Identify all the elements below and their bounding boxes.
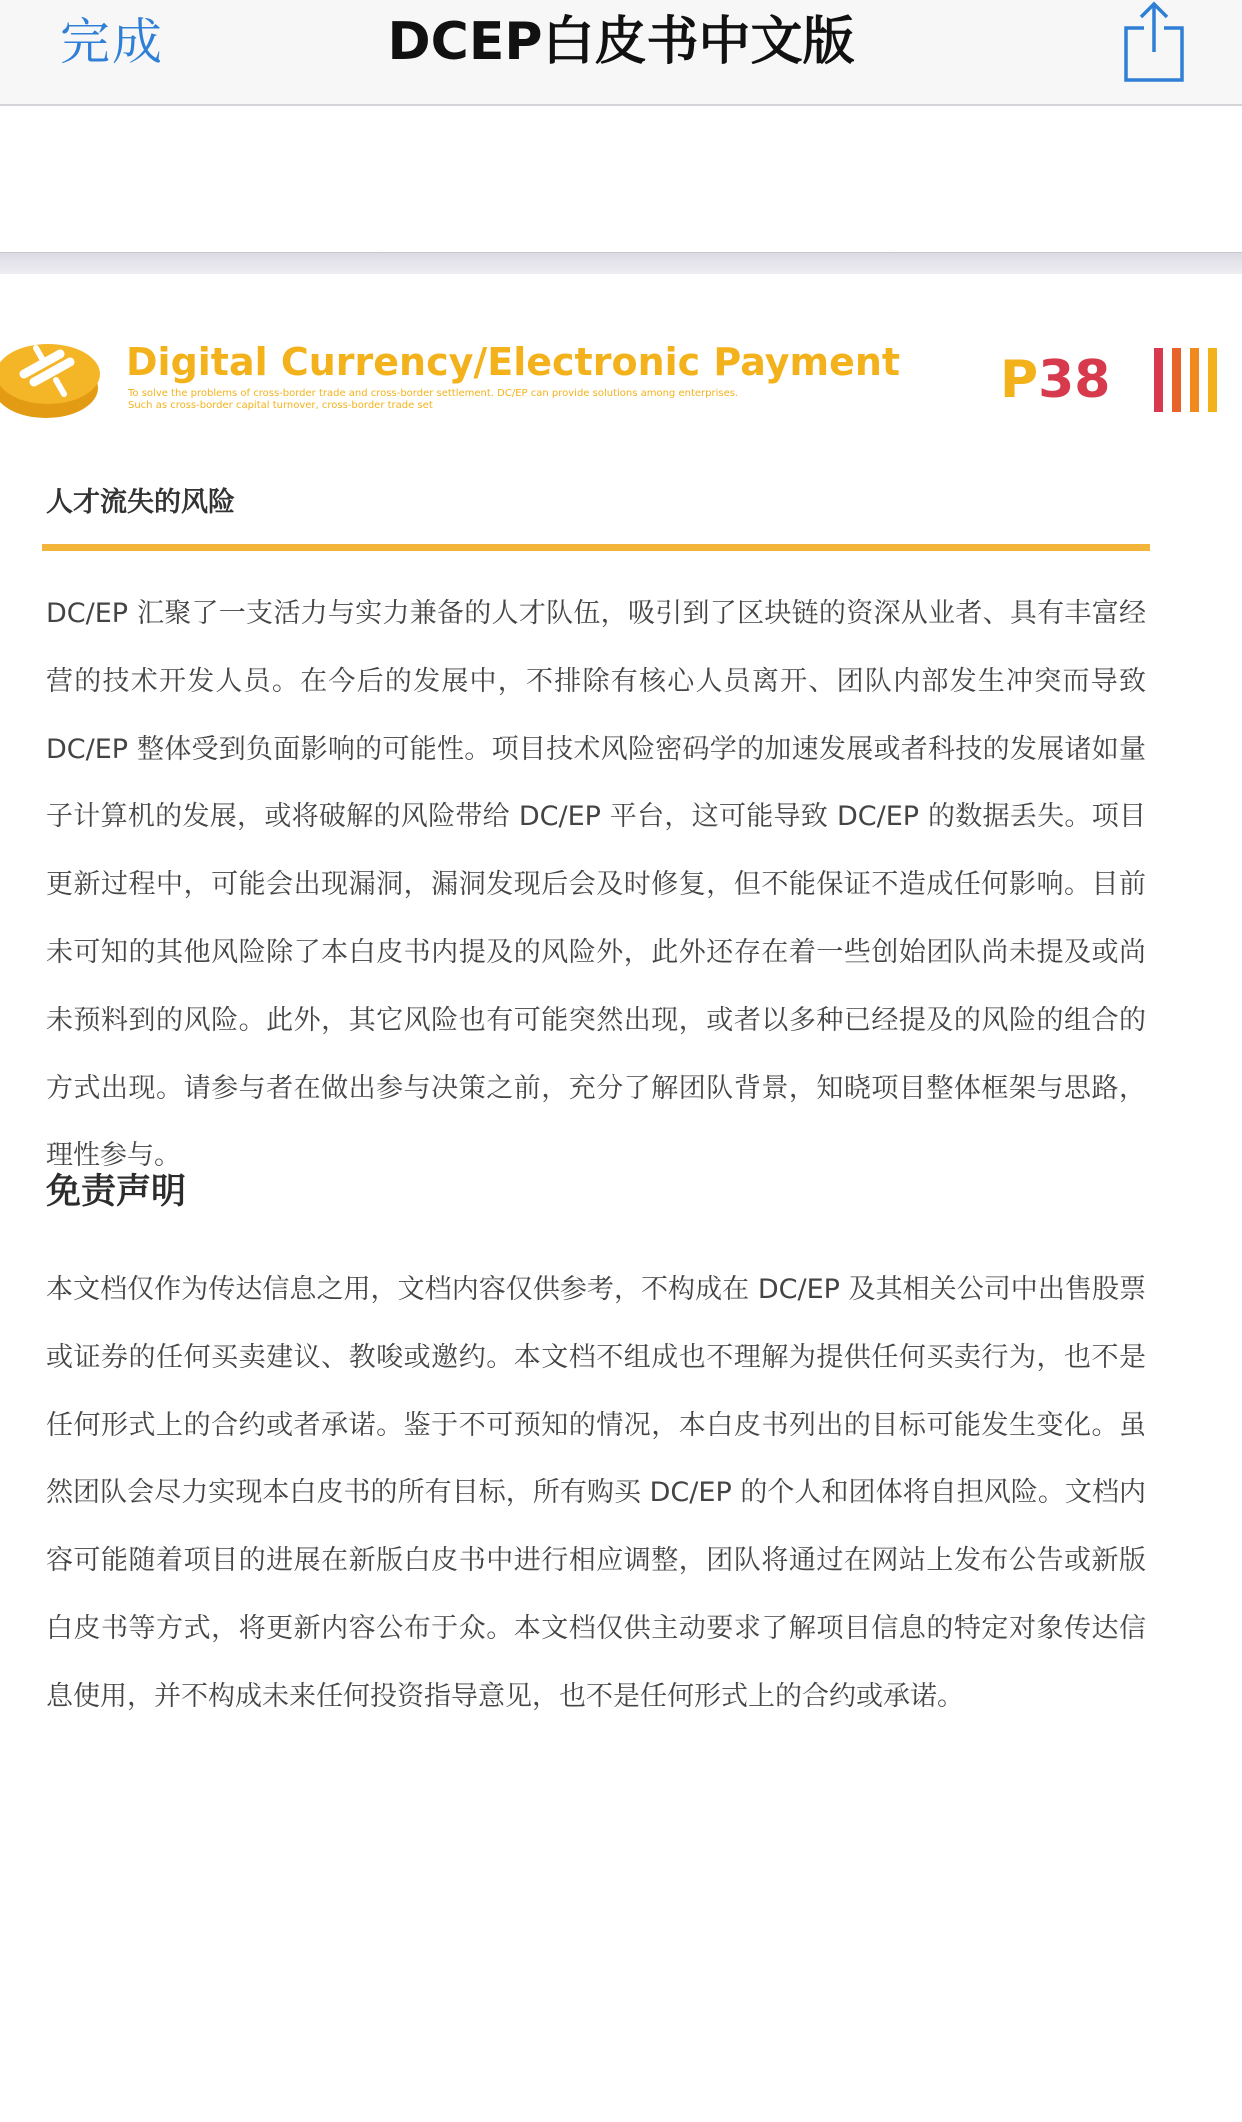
page-number <box>1000 350 1111 410</box>
page-number-value: 38 <box>1038 350 1111 410</box>
banner-title: Digital Currency/Electronic Payment <box>126 340 901 384</box>
page-separator <box>0 252 1242 274</box>
navigation-bar <box>0 0 1242 106</box>
section-heading: 人才流失的风险 <box>46 487 235 518</box>
page-top-margin <box>0 106 1242 252</box>
document-title: DCEP白皮书中文版 <box>387 12 855 72</box>
page-number-prefix: P <box>1000 350 1039 410</box>
section-paragraph: DC/EP 汇聚了一支活力与实力兼备的人才队伍，吸引到了区块链的资深从业者、具有丰富经营的技术开发人员。在今后的发展中，不排除有核心人员离开、团队内部发生冲突而导致 DC/EP 整体受到负面影响的可能性。项目技术风险密码学的加速发展或者科技的发展诸如量子计算机的发展，或将破解的风险带给 DC/EP 平台，这可能导致 DC/EP 的数据丢失。项目更新过程中，可能会出现漏洞，漏洞发现后会及时修复，但不能保证不造成任何影响。目前未可知的其他风险除了本白皮书内提及的风险外，此外还存在着一些创始团队尚未提及或尚未预料到的风险。此外，其它风险也有可能突然出现，或者以多种已经提及的风险的组合的方式出现。请参与者在做出参与决策之前，充分了解团队背景，知晓项目整体框架与思路，理性参与。 <box>46 598 1146 1172</box>
document-page[interactable] <box>0 274 1242 2122</box>
banner-subtitle: To solve the problems of cross-border trade and cross-border settlement. DC/EP can provide solutions among enterprises. Such as cross-border capital turnover, cross-border trade set <box>128 388 739 411</box>
share-icon[interactable] <box>1122 0 1186 84</box>
section-divider <box>42 544 1150 551</box>
stripes-decoration-icon <box>1154 348 1218 412</box>
done-button[interactable]: 完成 <box>60 13 164 71</box>
disclaimer-heading: 免责声明 <box>46 1172 187 1212</box>
disclaimer-paragraph: 本文档仅作为传达信息之用，文档内容仅供参考，不构成在 DC/EP 及其相关公司中出售股票或证券的任何买卖建议、教唆或邀约。本文档不组成也不理解为提供任何买卖行为，也不是任何形式上的合约或者承诺。鉴于不可预知的情况，本白皮书列出的目标可能发生变化。虽然团队会尽力实现本白皮书的所有目标，所有购买 DC/EP 的个人和团体将自担风险。文档内容可能随着项目的进展在新版白皮书中进行相应调整，团队将通过在网站上发布公告或新版白皮书等方式，将更新内容公布于众。本文档仅供主动要求了解项目信息的特定对象传达信息使用，并不构成未来任何投资指导意见，也不是任何形式上的合约或承诺。 <box>46 1274 1146 1712</box>
bitcoin-coin-logo-icon <box>0 322 104 434</box>
